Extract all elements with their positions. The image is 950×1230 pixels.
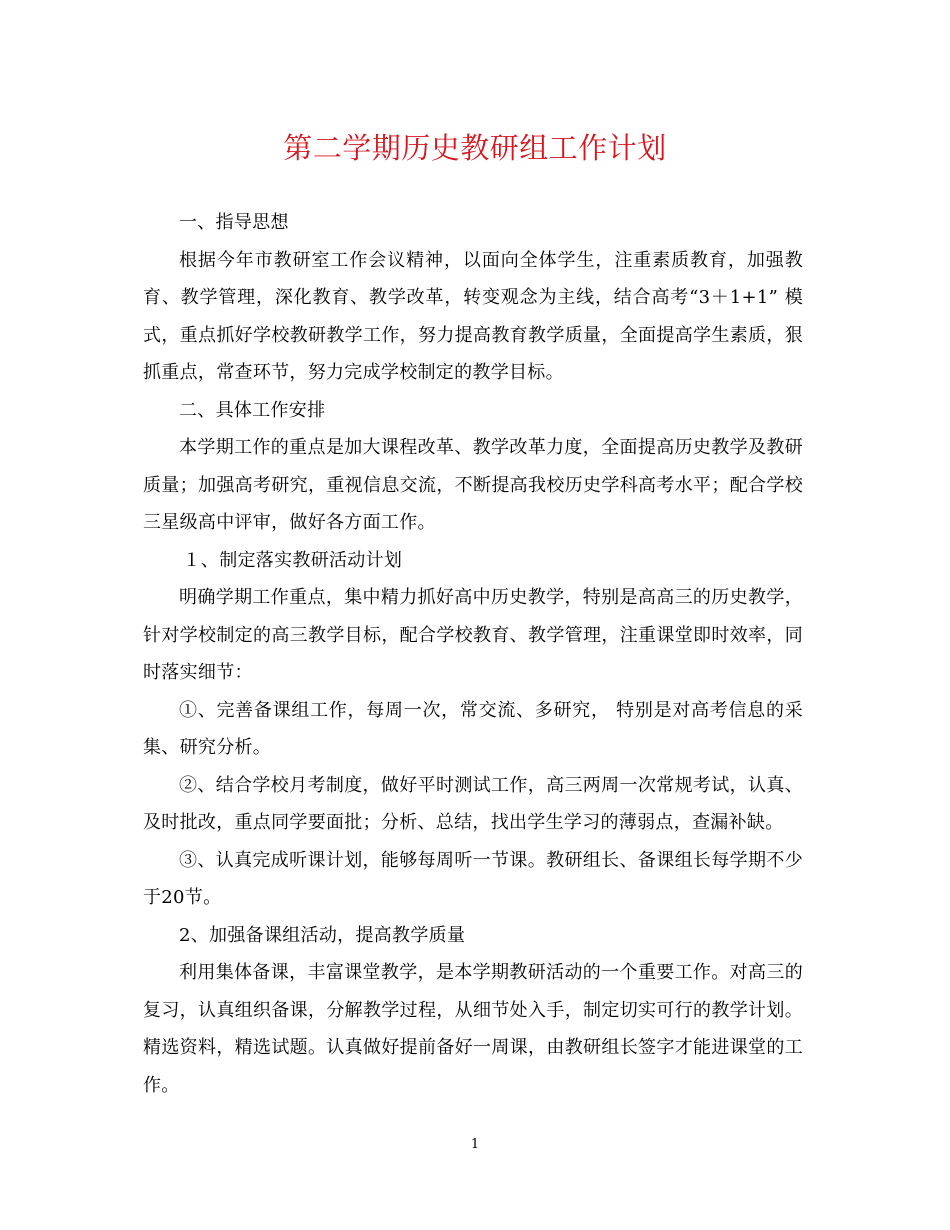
subsection-heading-1: １、制定落实教研活动计划 [182, 549, 403, 571]
paragraph-collective-lesson-prep: 利用集体备课，丰富课堂教学，是本学期教研活动的一个重要工作。对高三的复习，认真组织备课，分解教学过程，从细节处入手，制定切实可行的教学计划。精选资料，精选试题。认真做好提前备好一周课，由教研组长签字才能进课堂的工作。 [143, 962, 803, 1096]
paragraph-guiding-ideology: 根据今年市教研室工作会议精神，以面向全体学生，注重素质教育，加强教育、教学管理，深化教育、教学改革，转变观念为主线，结合高考“3＋1+1” 模式，重点抓好学校教研教学工作，努力提高教育教学质量，全面提高学生素质，狠抓重点，常查环节，努力完成学校制定的教学目标。 [143, 249, 803, 383]
list-item-2: ②、结合学校月考制度，做好平时测试工作，高三两周一次常规考试，认真、及时批改，重点同学要面批；分析、总结，找出学生学习的薄弱点，查漏补缺。 [143, 774, 803, 833]
document-title: 第二学期历史教研组工作计划 [283, 131, 667, 165]
document-body [143, 204, 803, 1104]
paragraph-semester-focus: 明确学期工作重点，集中精力抓好高中历史教学，特别是高高三的历史教学，针对学校制定的高三教学目标，配合学校教育、教学管理，注重课堂即时效率，同时落实细节： [143, 587, 803, 683]
section-heading-work-arrangement: 二、具体工作安排 [179, 399, 326, 421]
list-item-3: ③、认真完成听课计划，能够每周听一节课。教研组长、备课组长每学期不少于20节。 [143, 849, 803, 908]
subsection-heading-2: 2、加强备课组活动，提高教学质量 [179, 924, 466, 946]
list-item-1: ①、完善备课组工作，每周一次，常交流、多研究， 特别是对高考信息的采集、研究分析。 [143, 699, 803, 758]
page-number: 1 [470, 1137, 480, 1152]
paragraph-work-focus: 本学期工作的重点是加大课程改革、教学改革力度，全面提高历史教学及教研质量；加强高考研究，重视信息交流，不断提高我校历史学科高考水平；配合学校三星级高中评审，做好各方面工作。 [143, 437, 803, 533]
section-heading-guiding-ideology: 一、指导思想 [179, 212, 289, 233]
